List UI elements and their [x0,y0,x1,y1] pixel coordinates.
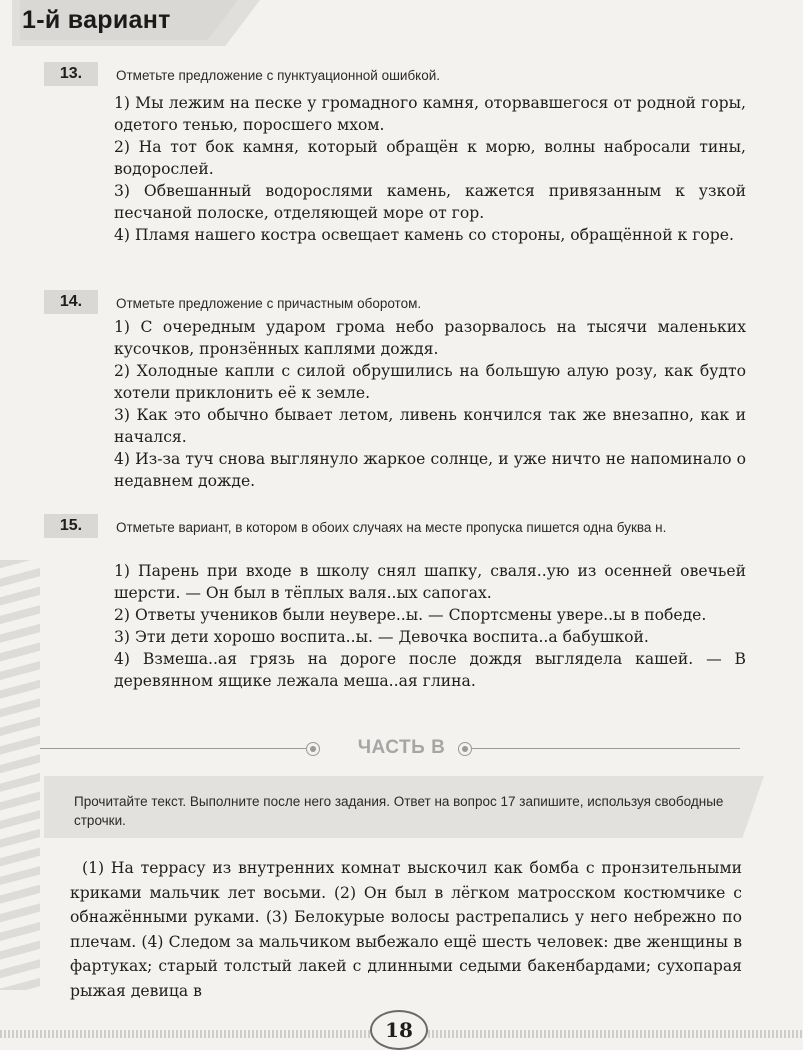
answer-options [114,92,746,246]
answer-option[interactable]: 4) Из-за туч снова выглянуло жаркое солнце, и уже ничто не напоминало о недавнем дожде. [114,450,746,490]
question-prompt: Отметьте вариант, в котором в обоих случаях на месте пропуска пишется одна буква н. [116,520,667,535]
answer-option[interactable]: 3) Как это обычно бывает летом, ливень кончился так же внезапно, как и начался. [114,406,746,446]
instruction-text: Прочитайте текст. Выполните после него задания. Ответ на вопрос 17 запишите, используя свободные строчки. [74,794,724,828]
reading-passage: (1) На террасу из внутренних комнат выскочил как бомба с пронзительными криками мальчик лет восьми. (2) Он был в лёгком матросском костюмчике с обнажёнными руками. (3) Белокурые волосы растрепались у него небрежно по плечам. (4) Следом за мальчиком выбежало ещё шесть человек: две женщины в фартуках; старый толстый лакей с длинными седыми бакенбардами; сухопарая рыжая девица в [70,859,742,1000]
answer-option[interactable]: 4) Взмеша..ая грязь на дороге после дождя выглядела кашей. — В деревянном ящике лежала меша..ая глина. [114,650,746,690]
question-number: 15. [44,514,98,538]
variant-title: 1-й вариант [22,6,171,34]
answer-option[interactable]: 4) Пламя нашего костра освещает камень со стороны, обращённой к горе. [114,226,734,244]
part-title: ЧАСТЬ В [357,737,446,758]
answer-option[interactable]: 1) Мы лежим на песке у громадного камня, оторвавшегося от родной горы, одетого тенью, поросшего мхом. [114,94,746,134]
part-divider-dot [458,742,472,756]
answer-options [114,316,746,492]
question-prompt: Отметьте предложение с пунктуационной ошибкой. [116,68,441,83]
answer-option[interactable]: 2) На тот бок камня, который обращён к морю, волны набросали тины, водорослей. [114,138,746,178]
answer-option[interactable]: 1) С очередным ударом грома небо разорвалось на тысячи маленьких кусочков, пронзённых каплями дождя. [114,318,746,358]
answer-option[interactable]: 3) Обвешанный водорослями камень, кажется привязанным к узкой песчаной полоске, отделяющей море от гор. [114,182,746,222]
answer-options [114,560,746,692]
answer-option[interactable]: 3) Эти дети хорошо воспита..ы. — Девочка воспита..а бабушкой. [114,628,649,646]
page-number: 18 [370,1010,428,1050]
question-number: 13. [44,62,98,86]
answer-option[interactable]: 2) Холодные капли с силой обрушились на большую алую розу, как будто хотели приклонить её к земле. [114,362,746,402]
question-number: 14. [44,290,98,314]
question-prompt: Отметьте предложение с причастным оборотом. [116,296,422,311]
answer-option[interactable]: 2) Ответы учеников были неувере..ы. — Спортсмены увере..ы в победе. [114,606,707,624]
answer-option[interactable]: 1) Парень при входе в школу снял шапку, сваля..ую из осенней овечьей шерсти. — Он был в тёплых валя..ых сапогах. [114,562,746,602]
part-divider-right [472,748,740,749]
decorative-stripes [0,560,40,990]
